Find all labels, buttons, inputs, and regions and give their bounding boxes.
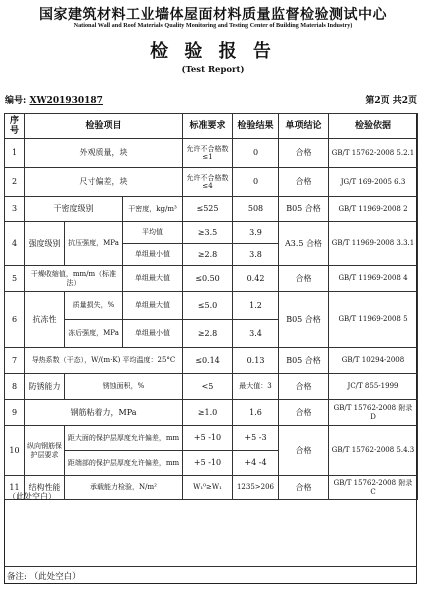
table-row: [5, 197, 418, 222]
conclusion: B05 合格: [279, 348, 329, 374]
requirement: 允许不合格数≤4: [183, 168, 233, 197]
item-group: 结构性能: [25, 476, 65, 500]
item-group: 纵向钢筋保护层要求: [25, 426, 65, 476]
table-row: [5, 168, 418, 197]
result: 0: [233, 139, 279, 168]
remarks-label: 备注:: [7, 572, 27, 582]
result: 3.4: [233, 320, 279, 348]
table-row: [5, 374, 418, 400]
basis: GB/T 10294-2008: [329, 348, 418, 374]
requirement: ≤0.14: [183, 348, 233, 374]
table-row: [5, 476, 418, 500]
item-group: 干密度级别: [25, 197, 123, 222]
result: 0.13: [233, 348, 279, 374]
result: 3.9: [233, 222, 279, 244]
result: 3.8: [233, 244, 279, 266]
table-row: [5, 426, 418, 451]
organization-name-cn: 国家建筑材料工业墙体屋面材料质量监督检验测试中心: [39, 7, 387, 23]
item-name: 钢筋粘着力，MPa: [25, 400, 183, 426]
item-name: 导热系数（干态），W/(m·K) 平均温度：25°C: [25, 348, 183, 374]
row-no: 11: [5, 476, 25, 500]
item-sub: 距大面的保护层厚度允许偏差，mm: [65, 426, 183, 451]
test-results-table: [4, 113, 418, 500]
row-no: 9: [5, 400, 25, 426]
col-header-basis: 检验依据: [329, 114, 418, 139]
report-meta: [5, 93, 417, 106]
conclusion: B05 合格: [279, 292, 329, 348]
requirement: ≥2.8: [183, 320, 233, 348]
requirement: +5 -10: [183, 426, 233, 451]
requirement: +5 -10: [183, 451, 233, 476]
basis: GB/T 11969-2008 4: [329, 266, 418, 292]
col-header-requirement: 标准要求: [183, 114, 233, 139]
basis: JC/T 855-1999: [329, 374, 418, 400]
table-row: [5, 348, 418, 374]
col-header-conclusion: 单项结论: [279, 114, 329, 139]
item-name: 外观质量，块: [25, 139, 183, 168]
conclusion: B05 合格: [279, 197, 329, 222]
item-stat: 单组最小值: [123, 320, 183, 348]
conclusion: A3.5 合格: [279, 222, 329, 266]
requirement: ≥3.5: [183, 222, 233, 244]
item-sub: 抗压强度，MPa: [65, 222, 123, 266]
item-stat: 单组最小值: [123, 244, 183, 266]
requirement: ≤5.0: [183, 292, 233, 320]
item-group: 干燥收缩值，mm/m（标准法）: [25, 266, 123, 292]
report-number-label: 编号:: [5, 96, 27, 106]
row-no: 4: [5, 222, 25, 266]
item-group: 防锈能力: [25, 374, 65, 400]
organization-name-en: National Wall and Roof Materials Quality Monitoring and Testing Center of Building Materials Industry): [73, 22, 353, 29]
requirement: <5: [183, 374, 233, 400]
row-no: 2: [5, 168, 25, 197]
item-name: 尺寸偏差，块: [25, 168, 183, 197]
item-sub: 承载能力检验，N/m²: [65, 476, 183, 500]
item-stat: 单组最大值: [123, 266, 183, 292]
table-row: [5, 400, 418, 426]
requirement: ≤525: [183, 197, 233, 222]
table-row: [5, 266, 418, 292]
table-row: [5, 222, 418, 244]
item-stat: 平均值: [123, 222, 183, 244]
basis: GB/T 15762-2008 5.2.1: [329, 139, 418, 168]
conclusion: 合格: [279, 374, 329, 400]
requirement: ≤0.50: [183, 266, 233, 292]
col-header-no: 序号: [5, 114, 25, 139]
report-title: 检 验 报 告: [150, 41, 276, 62]
item-sub: 冻后强度，MPa: [65, 320, 123, 348]
page-indicator: 第2页 共2页: [365, 96, 417, 106]
conclusion: 合格: [279, 400, 329, 426]
basis: GB/T 11969-2008 3.3.1: [329, 222, 418, 266]
row-no: 3: [5, 197, 25, 222]
remarks-text: （此处空白）: [29, 572, 81, 582]
report-subtitle: (Test Report): [181, 65, 245, 75]
table-row: [5, 292, 418, 320]
row-no: 1: [5, 139, 25, 168]
basis: JG/T 169-2005 6.3: [329, 168, 418, 197]
col-header-item: 检验项目: [25, 114, 183, 139]
requirement: 允许不合格数≤1: [183, 139, 233, 168]
col-header-result: 检验结果: [233, 114, 279, 139]
conclusion: 合格: [279, 266, 329, 292]
item-sub: 干密度，kg/m³: [123, 197, 183, 222]
result: 0: [233, 168, 279, 197]
table-header-row: [5, 114, 418, 139]
row-no: 10: [5, 426, 25, 476]
conclusion: 合格: [279, 426, 329, 476]
report-number: XW201930187: [29, 96, 103, 106]
remarks: [4, 566, 417, 582]
row-no: 8: [5, 374, 25, 400]
requirement: ≥1.0: [183, 400, 233, 426]
item-group: 强度级别: [25, 222, 65, 266]
item-stat: 单组最大值: [123, 292, 183, 320]
conclusion: 合格: [279, 139, 329, 168]
requirement: W₁⁰≥W₁: [183, 476, 233, 500]
item-sub: 质量损失，%: [65, 292, 123, 320]
result: 1.2: [233, 292, 279, 320]
result: 1.6: [233, 400, 279, 426]
result: 508: [233, 197, 279, 222]
basis: GB/T 11969-2008 5: [329, 292, 418, 348]
row-no: 5: [5, 266, 25, 292]
basis: GB/T 15762-2008 附录 D: [329, 400, 418, 426]
requirement: ≥2.8: [183, 244, 233, 266]
basis: GB/T 15762-2008 附录 C: [329, 476, 418, 500]
item-sub: 距端部的保护层厚度允许偏差，mm: [65, 451, 183, 476]
result: 1235>206: [233, 476, 279, 500]
conclusion: 合格: [279, 168, 329, 197]
result: 最大值：3: [233, 374, 279, 400]
result: +5 -3: [233, 426, 279, 451]
item-sub: 锈蚀面积，%: [65, 374, 183, 400]
blank-note: （此处空白）: [8, 492, 56, 501]
table-row: [5, 139, 418, 168]
result: 0.42: [233, 266, 279, 292]
basis: GB/T 11969-2008 2: [329, 197, 418, 222]
basis: GB/T 15762-2008 5.4.3: [329, 426, 418, 476]
row-no: 6: [5, 292, 25, 348]
conclusion: 合格: [279, 476, 329, 500]
item-group: 抗冻性: [25, 292, 65, 348]
result: +4 -4: [233, 451, 279, 476]
row-no: 7: [5, 348, 25, 374]
